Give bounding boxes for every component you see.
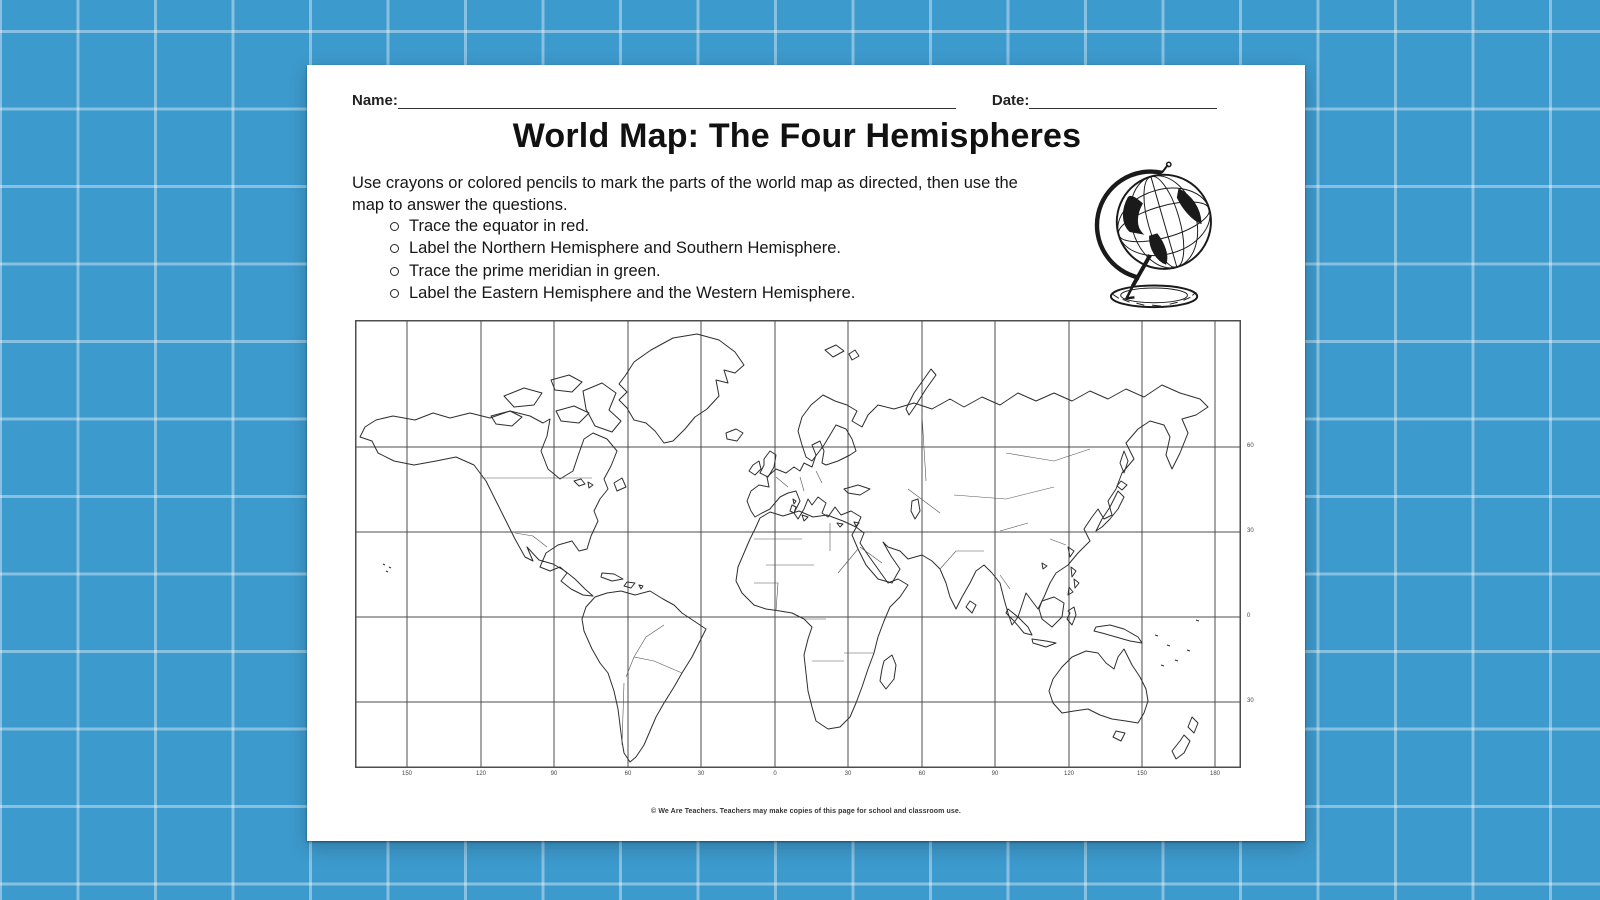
eurasia: [747, 385, 1208, 625]
task-item: [390, 283, 855, 306]
indonesia: [1006, 597, 1076, 647]
lon-tick-label: 90: [991, 771, 999, 777]
circle-bullet-icon: [390, 222, 399, 231]
name-label: Name:: [352, 92, 398, 109]
task-text: Trace the equator in red.: [409, 216, 590, 235]
lon-tick-label: 120: [1063, 771, 1074, 777]
lat-tick-label: 60: [1247, 443, 1254, 449]
australia: [1049, 649, 1148, 723]
tasmania: [1113, 731, 1125, 741]
new-zealand: [1172, 717, 1198, 759]
globe-illustration-icon: [1093, 161, 1221, 313]
galapagos-specks: [383, 564, 391, 572]
africa: [736, 511, 908, 729]
date-label: Date:: [991, 92, 1030, 109]
worksheet-page: [307, 65, 1305, 841]
country-borders: [481, 415, 1090, 745]
novaya-zemlya: [906, 369, 936, 415]
madagascar: [880, 655, 896, 689]
lon-tick-label: 90: [550, 771, 558, 777]
greenland: [619, 334, 744, 443]
sri-lanka: [966, 601, 976, 613]
name-date-row: [352, 91, 1260, 109]
world-map: [355, 320, 1241, 768]
lon-tick-label: 60: [624, 771, 632, 777]
task-item: [390, 215, 855, 238]
circle-bullet-icon: [390, 267, 399, 276]
north-america: [360, 411, 617, 596]
copyright-footer: © We Are Teachers. Teachers may make copies of this page for school and classroom use.: [651, 808, 961, 815]
newfoundland: [614, 478, 626, 491]
caspian-sea: [911, 499, 920, 519]
pacific-specks: [1155, 620, 1199, 666]
circle-bullet-icon: [390, 244, 399, 253]
lon-tick-label: 150: [1136, 771, 1147, 777]
lon-tick-label: 150: [401, 771, 412, 777]
philippines: [1068, 567, 1079, 595]
new-guinea: [1094, 625, 1142, 643]
svalbard: [825, 345, 859, 360]
map-border: [356, 321, 1241, 768]
map-graticule: [355, 320, 1241, 768]
lat-tick-label: 30: [1247, 698, 1254, 704]
task-text: Trace the prime meridian in green.: [409, 261, 661, 280]
lon-tick-label: 30: [697, 771, 705, 777]
lon-tick-label: 0: [773, 771, 777, 777]
lat-tick-label: 30: [1247, 528, 1254, 534]
lat-tick-label: 0: [1247, 613, 1251, 619]
instructions-text: Use crayons or colored pencils to mark the parts of the world map as directed, then use the map to answer the questions.: [352, 174, 1018, 214]
arctic-islands: [491, 375, 621, 432]
lon-tick-label: 180: [1209, 771, 1220, 777]
mediterranean-islands: [790, 499, 859, 527]
task-text: Label the Eastern Hemisphere and the Western Hemisphere.: [409, 284, 856, 303]
sakhalin: [1120, 451, 1128, 473]
lon-tick-label: 120: [475, 771, 486, 777]
great-lakes: [574, 479, 593, 488]
lon-tick-label: 60: [918, 771, 926, 777]
iceland: [726, 429, 743, 441]
japan: [1096, 481, 1127, 531]
task-item: [390, 260, 855, 283]
caribbean-islands: [601, 573, 643, 589]
map-landmasses: [360, 334, 1208, 762]
date-blank-line: [1029, 91, 1217, 109]
circle-bullet-icon: [390, 289, 399, 298]
lon-tick-label: 30: [844, 771, 852, 777]
task-item: [390, 238, 855, 261]
name-blank-line: [398, 91, 956, 109]
task-list: [390, 215, 855, 305]
page-title: World Map: The Four Hemispheres: [512, 117, 1082, 155]
world-map-svg: [355, 320, 1241, 768]
task-text: Label the Northern Hemisphere and Southern Hemisphere.: [409, 239, 841, 258]
